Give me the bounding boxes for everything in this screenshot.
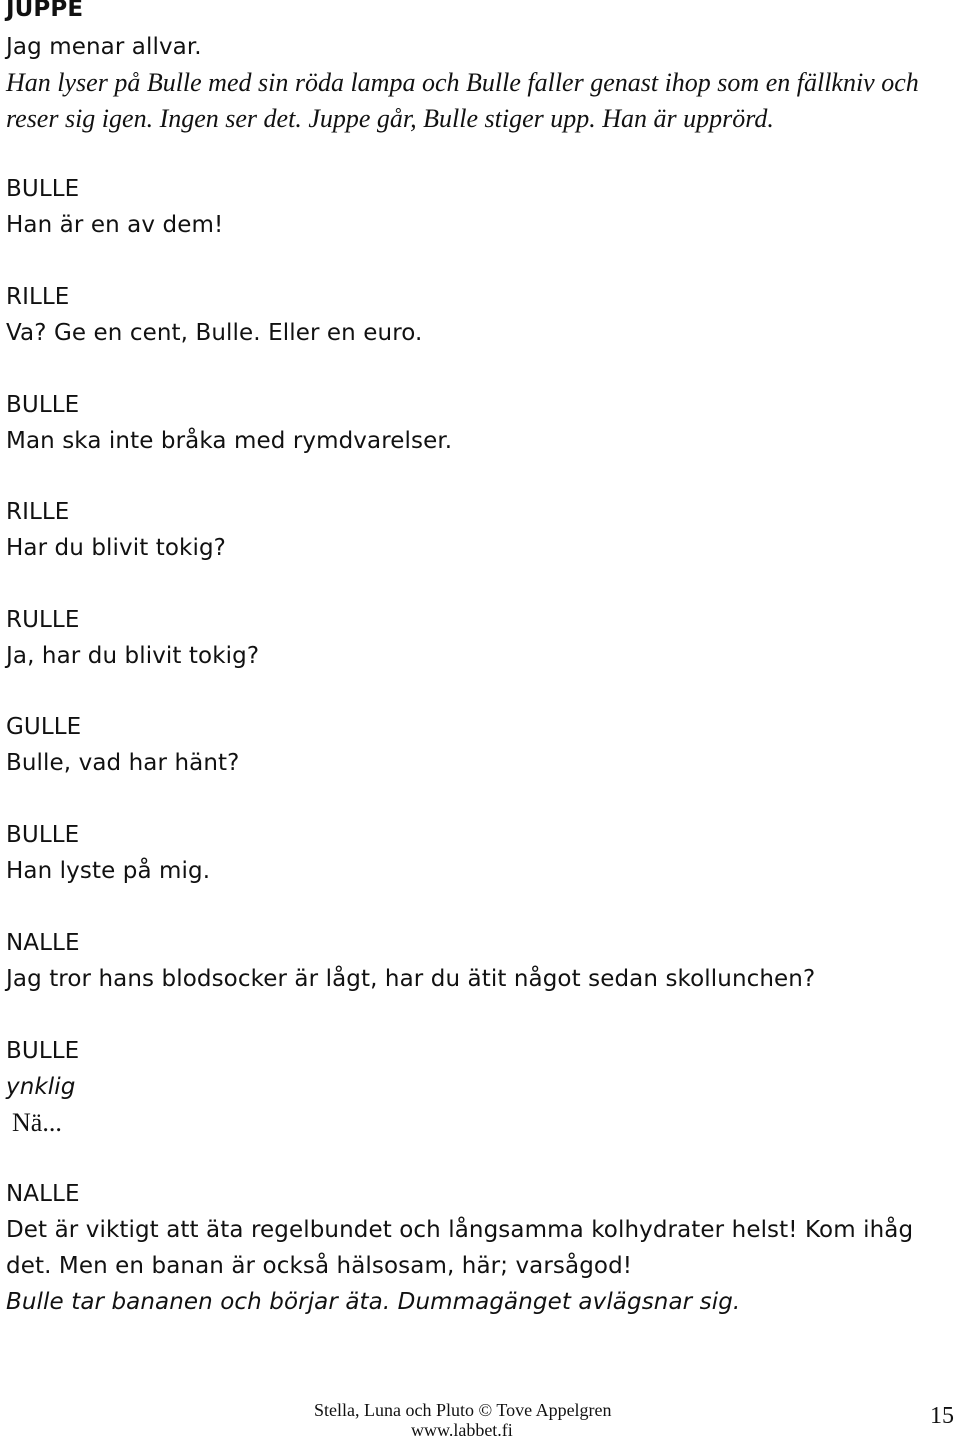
speaker-name: NALLE (6, 1181, 80, 1207)
dialogue-line: Man ska inte bråka med rymdvarelser. (6, 428, 453, 454)
page-number: 15 (930, 1403, 954, 1429)
speaker-name: RULLE (6, 607, 80, 633)
dialogue-line: Det är viktigt att äta regelbundet och långsamma kolhydrater helst! Kom ihåg (6, 1217, 914, 1243)
stage-direction: Bulle tar bananen och börjar äta. Dummagänget avlägsnar sig. (6, 1289, 741, 1315)
dialogue-line: Han är en av dem! (6, 212, 224, 238)
dialogue-line: Ja, har du blivit tokig? (6, 643, 260, 669)
dialogue-line: Nä... (12, 1108, 62, 1137)
dialogue-line: Han lyste på mig. (6, 858, 211, 884)
speaker-name: RILLE (6, 499, 70, 525)
footer-url: www.labbet.fi (411, 1420, 513, 1440)
dialogue-line: Har du blivit tokig? (6, 535, 226, 561)
speaker-name: BULLE (6, 822, 80, 848)
speaker-name: JUPPE (6, 0, 84, 22)
dialogue-line: det. Men en banan är också hälsosam, här; varsågod! (6, 1253, 633, 1279)
stage-direction: ynklig (6, 1074, 76, 1100)
stage-direction: Han lyser på Bulle med sin röda lampa och Bulle faller genast ihop som en fällkniv och (6, 68, 919, 97)
dialogue-line: Jag tror hans blodsocker är lågt, har du ätit något sedan skollunchen? (6, 966, 816, 992)
speaker-name: GULLE (6, 714, 82, 740)
speaker-name: BULLE (6, 392, 80, 418)
speaker-name: NALLE (6, 930, 80, 956)
speaker-name: RILLE (6, 284, 70, 310)
stage-direction: reser sig igen. Ingen ser det. Juppe går, Bulle stiger upp. Han är upprörd. (6, 104, 774, 133)
dialogue-line: Jag menar allvar. (6, 34, 202, 60)
dialogue-line: Va? Ge en cent, Bulle. Eller en euro. (6, 320, 423, 346)
speaker-name: BULLE (6, 176, 80, 202)
footer-credit: Stella, Luna och Pluto © Tove Appelgren (314, 1400, 612, 1420)
speaker-name: BULLE (6, 1038, 80, 1064)
dialogue-line: Bulle, vad har hänt? (6, 750, 240, 776)
